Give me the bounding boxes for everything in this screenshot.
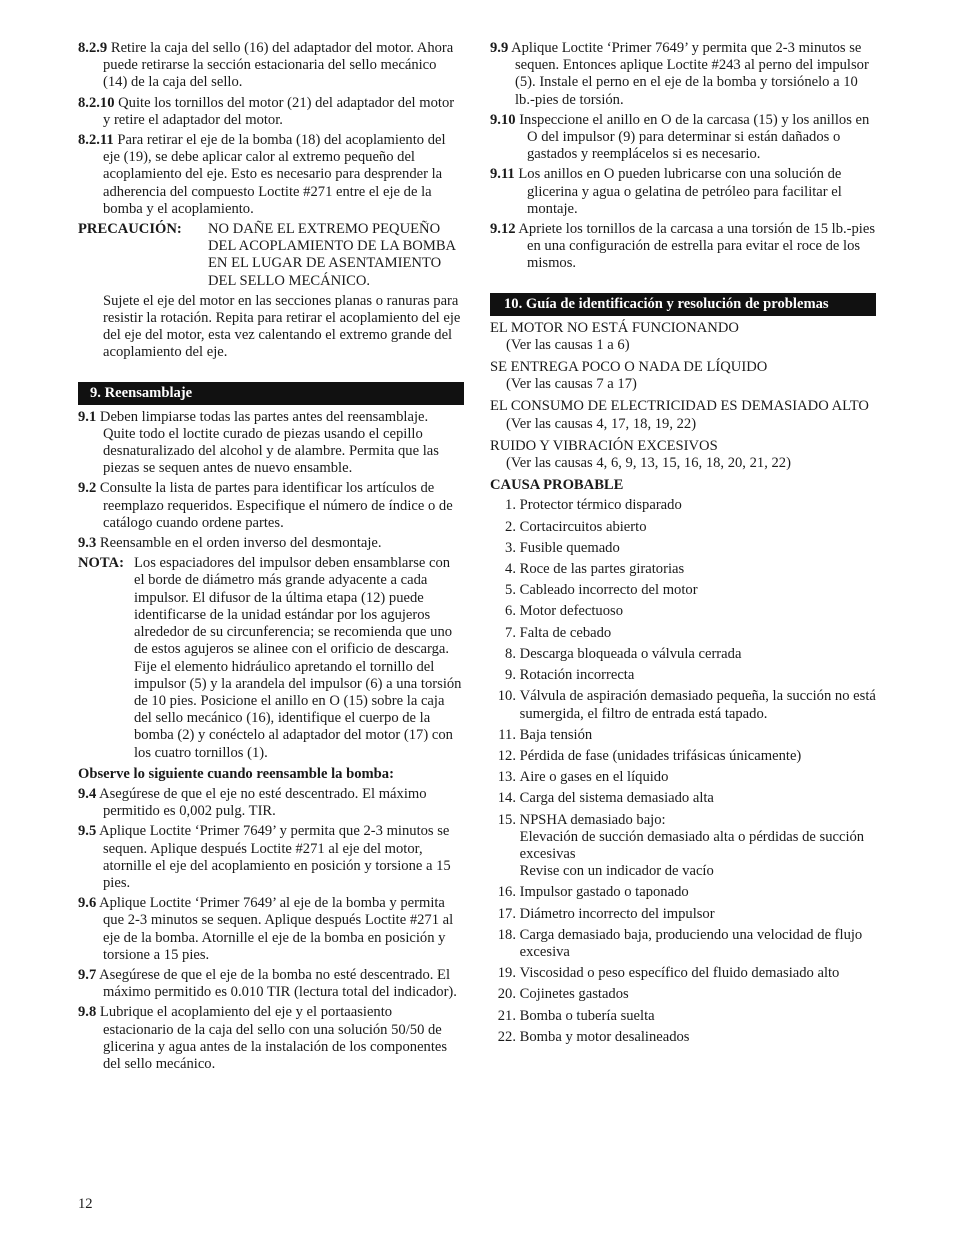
symptom-causes: (Ver las causas 4, 6, 9, 13, 15, 16, 18, 20, 21, 22): [506, 455, 791, 472]
paragraph-9-7: 9.7 Asegúrese de que el eje de la bomba no esté descentrado. El máximo permitido es 0.010 TIR (lectura total del indicador).: [78, 966, 457, 1001]
nota-label: NOTA:: [78, 555, 124, 572]
cause-item: 16. Impulsor gastado o taponado: [497, 884, 689, 901]
cause-item: 1. Protector térmico disparado: [505, 497, 682, 514]
cause-item: 13. Aire o gases en el líquido: [497, 769, 669, 786]
cause-item: 5. Cableado incorrecto del motor: [505, 582, 698, 599]
nota-text: Los espaciadores del impulsor deben ensamblarse con el borde de diámetro más grande adyacente a cada impulsor. El difusor de la última etapa (12) puede identificarse de la unidad estándar por los agujeros alrededor de su circunferencia; se recomienda que uno de estos agujeros se alinee con el orificio de descarga. Fije el elemento hidráulico apretando el tornillo del impulsor (5) y la arandela del impulsor (6) a una torsión de 10 pies. Posicione el anillo en O (15) sobre la caja del sello mecánico (16), identifique el cuerpo de la bomba (2) y conéctelo al adaptador del motor (17) con los cuatro tornillos (1).: [134, 555, 462, 761]
cause-list: [490, 497, 876, 1045]
caution-follow-text: Sujete el eje del motor en las secciones planas o ranuras para resistir la rotación. Repita para retirar el acoplamiento del eje del eje del motor, esta vez calentando el extremo grande del acoplamiento del eje.: [103, 292, 461, 361]
cause-item: 14. Carga del sistema demasiado alta: [497, 790, 714, 807]
paragraph-9-12: 9.12 Apriete los tornillos de la carcasa a una torsión de 15 lb.-pies en una configuración de estrella para evitar el roce de los mismos.: [490, 221, 876, 272]
cause-item: 12. Pérdida de fase (unidades trifásicas únicamente): [497, 747, 802, 764]
symptom-causes: (Ver las causas 7 a 17): [506, 376, 637, 393]
cause-item: 2. Cortacircuitos abierto: [505, 518, 647, 535]
cause-item: 7. Falta de cebado: [505, 624, 612, 641]
symptom-causes: (Ver las causas 1 a 6): [506, 336, 630, 353]
cause-item: 18. Carga demasiado baja, produciendo una velocidad de flujo excesiva: [497, 926, 863, 960]
symptom-title: EL CONSUMO DE ELECTRICIDAD ES DEMASIADO ALTO: [490, 398, 869, 415]
cause-item: 3. Fusible quemado: [505, 539, 620, 556]
caution-note: [78, 221, 464, 290]
symptom-list: [490, 320, 876, 473]
paragraph-9-1: 9.1 Deben limpiarse todas las partes antes del reensamblaje. Quite todo el loctite curado de piezas usando el cepillo desnaturalizado del alcohol y de alambre. Permita que las piezas se sequen antes de nuevo ensamble.: [78, 408, 439, 477]
cause-item: 4. Roce de las partes giratorias: [505, 561, 685, 578]
caution-text: NO DAÑE EL EXTREMO PEQUEÑO DEL ACOPLAMIENTO DE LA BOMBA EN EL LUGAR DE ASENTAMIENTO DEL SELLO MECÁNICO.: [208, 221, 456, 289]
paragraph-9-6: 9.6 Aplique Loctite ‘Primer 7649’ al eje de la bomba y permita que 2-3 minutos se sequen. Aplique después Loctite #271 al eje de la bomba. Atornille el eje de la bomba en posición y torsione a 15 pies.: [78, 895, 454, 963]
paragraph-9-10: 9.10 Inspeccione el anillo en O de la carcasa (15) y los anillos en O del impulsor (9) para determinar si están dañados o gastados y reemplácelos si es necesario.: [490, 111, 870, 163]
nota-note: [78, 555, 464, 761]
cause-item: 11. Baja tensión: [498, 726, 593, 743]
paragraph-8-2-9: 8.2.9 Retire la caja del sello (16) del adaptador del motor. Ahora puede retirarse la sección estacionaria del sello mecánico (14) de la caja del sello.: [78, 40, 454, 91]
paragraph-9-3: 9.3 Reensamble en el orden inverso del desmontaje.: [78, 535, 382, 552]
paragraph-9-2: 9.2 Consulte la lista de partes para identificar los artículos de reemplazo requeridos. Especifique el número de índice o de catálogo cuando ordene partes.: [78, 480, 453, 531]
paragraph-8-2-10: 8.2.10 Quite los tornillos del motor (21) del adaptador del motor y retire el adaptador del motor.: [78, 94, 455, 128]
caution-label: PRECAUCIÓN:: [78, 221, 182, 238]
cause-item: 21. Bomba o tubería suelta: [497, 1007, 655, 1024]
cause-item: 8. Descarga bloqueada o válvula cerrada: [505, 645, 742, 662]
left-column: [78, 40, 464, 1076]
cause-item: 19. Viscosidad o peso específico del fluido demasiado alto: [497, 965, 840, 982]
paragraph-9-9: 9.9 Aplique Loctite ‘Primer 7649’ y permita que 2-3 minutos se sequen. Entonces aplique Loctite #243 al perno del impulsor (5). Instale el perno en el eje de la bomba y torsiónelo a 10 lb.-pies de torsión.: [490, 40, 869, 108]
symptom-causes: (Ver las causas 4, 17, 18, 19, 22): [506, 415, 697, 432]
cause-item: 20. Cojinetes gastados: [497, 986, 629, 1003]
paragraph-9-4: 9.4 Asegúrese de que el eje no esté descentrado. El máximo permitido es 0,002 pulg. TIR.: [78, 785, 427, 820]
paragraph-9-8: 9.8 Lubrique el acoplamiento del eje y el portaasiento estacionario de la caja del sello con una solución 50/50 de glicerina y agua antes de la instalación de los componentes del sello mecánico.: [78, 1004, 448, 1072]
cause-item: 9. Rotación incorrecta: [505, 667, 635, 684]
causa-probable-heading: CAUSA PROBABLE: [490, 477, 624, 494]
paragraph-9-11: 9.11 Los anillos en O pueden lubricarse con una solución de glicerina y agua o gelatina de petróleo para facilitar el montaje.: [490, 166, 842, 217]
symptom-title: EL MOTOR NO ESTÁ FUNCIONANDO: [490, 319, 739, 336]
cause-item: 22. Bomba y motor desalineados: [497, 1028, 690, 1045]
section-heading-reensamblaje: 9. Reensamblaje: [78, 382, 464, 405]
cause-item: 10. Válvula de aspiración demasiado pequeña, la succión no está sumergida, el filtro de entrada está tapado.: [497, 688, 876, 722]
cause-item: 17. Diámetro incorrecto del impulsor: [497, 905, 715, 922]
cause-item: 15. NPSHA demasiado bajo: Elevación de succión demasiado alta o pérdidas de succión excesivas Revise con un indicador de vacío: [497, 811, 865, 880]
section-heading-troubleshooting: 10. Guía de identificación y resolución de problemas: [490, 293, 876, 316]
page-number: 12: [78, 1196, 93, 1212]
symptom-title: SE ENTREGA POCO O NADA DE LÍQUIDO: [490, 359, 768, 376]
symptom-title: RUIDO Y VIBRACIÓN EXCESIVOS: [490, 437, 718, 454]
observe-heading: Observe lo siguiente cuando reensamble la bomba:: [78, 765, 394, 782]
paragraph-9-5: 9.5 Aplique Loctite ‘Primer 7649’ y permita que 2-3 minutos se sequen. Aplique después Loctite #271 al eje del motor, atornille el eje del acoplamiento en posición y torsione a 15 pies.: [78, 823, 451, 891]
paragraph-8-2-11: 8.2.11 Para retirar el eje de la bomba (18) del acoplamiento del eje (19), se debe aplicar calor al extremo pequeño del acoplamiento del eje. Esto es necesario para desprender la adherencia del compuesto Loctite #271 entre el eje de la bomba y el acoplamiento.: [78, 132, 446, 217]
cause-item: 6. Motor defectuoso: [505, 603, 624, 620]
right-column: [490, 40, 876, 1050]
